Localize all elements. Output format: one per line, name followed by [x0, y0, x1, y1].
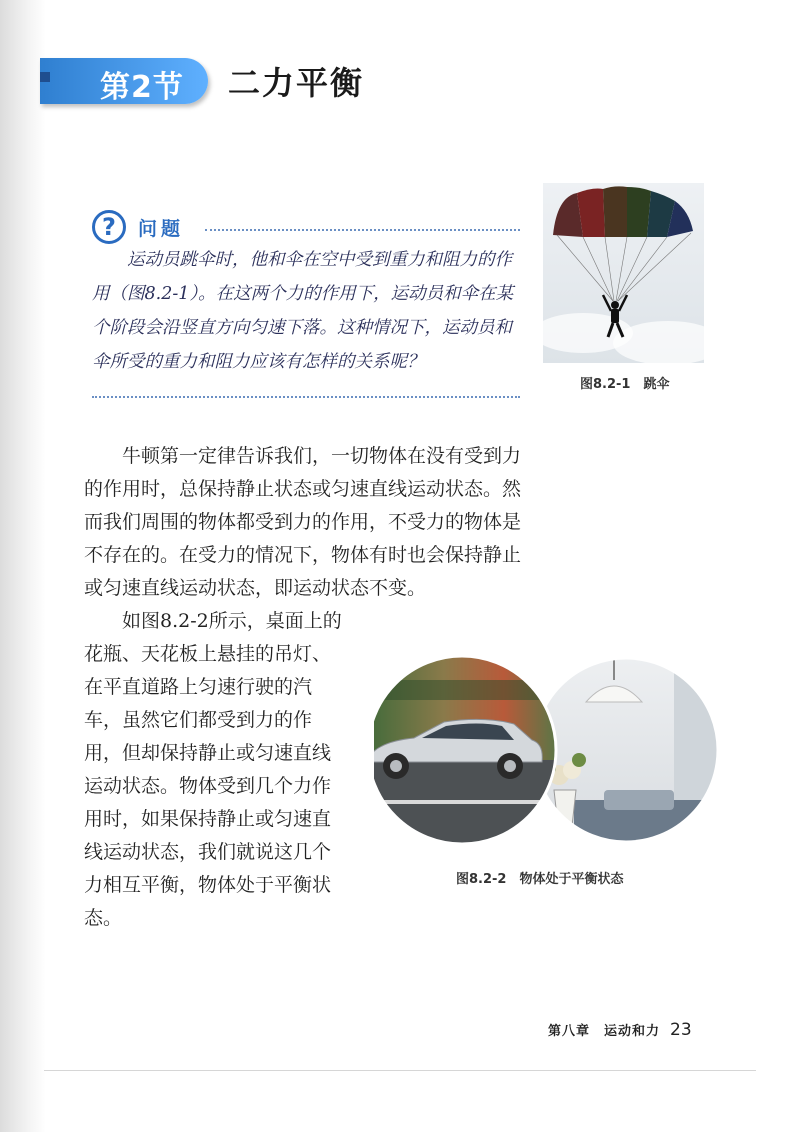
figure-caption-8-2-2: 图8.2-2 物体处于平衡状态	[456, 872, 624, 887]
body-paragraph-2: 如图8.2-2所示，桌面上的花瓶、天花板上悬挂的吊灯、在平直道路上匀速行驶的汽车，虽然它们都受到力的作用，但却保持静止或匀速直线运动状态。物体受到几个力作用时，如果保持静止或匀速直线运动状态，我们就说这几个力相互平衡，物体处于平衡状态。	[84, 610, 342, 929]
equilibrium-illustration	[374, 650, 720, 850]
section-tab	[40, 58, 208, 104]
section-title: 二力平衡	[228, 64, 365, 102]
section-label: 第2节	[100, 70, 184, 105]
question-divider-top	[205, 229, 520, 231]
question-text: 运动员跳伞时，他和伞在空中受到重力和阻力的作用（图8.2-1）。在这两个力的作用下，运动员和伞在某个阶段会沿竖直方向匀速下落。这种情况下，运动员和伞所受的重力和阻力应该有怎样的关系呢？	[92, 250, 514, 372]
parachute-photo	[543, 183, 704, 363]
parachute-illustration	[543, 183, 704, 363]
chapter-title: 第八章 运动和力	[548, 1024, 661, 1039]
page-binding-shadow	[0, 0, 46, 1132]
page-footer	[548, 1020, 692, 1040]
equilibrium-photos	[374, 650, 720, 850]
section-tab-marker	[40, 72, 50, 82]
page-number: 23	[670, 1020, 692, 1040]
body-paragraph-1: 牛顿第一定律告诉我们，一切物体在没有受到力的作用时，总保持静止状态或匀速直线运动状态。然而我们周围的物体都受到力的作用，不受力的物体是不存在的。在受力的情况下，物体有时也会保持静止或匀速直线运动状态，即运动状态不变。	[84, 445, 522, 599]
question-label: 问题	[138, 218, 185, 240]
question-mark-icon: ?	[92, 210, 126, 244]
figure-caption-8-2-1: 图8.2-1 跳伞	[580, 377, 670, 392]
question-divider-bottom	[92, 396, 520, 398]
